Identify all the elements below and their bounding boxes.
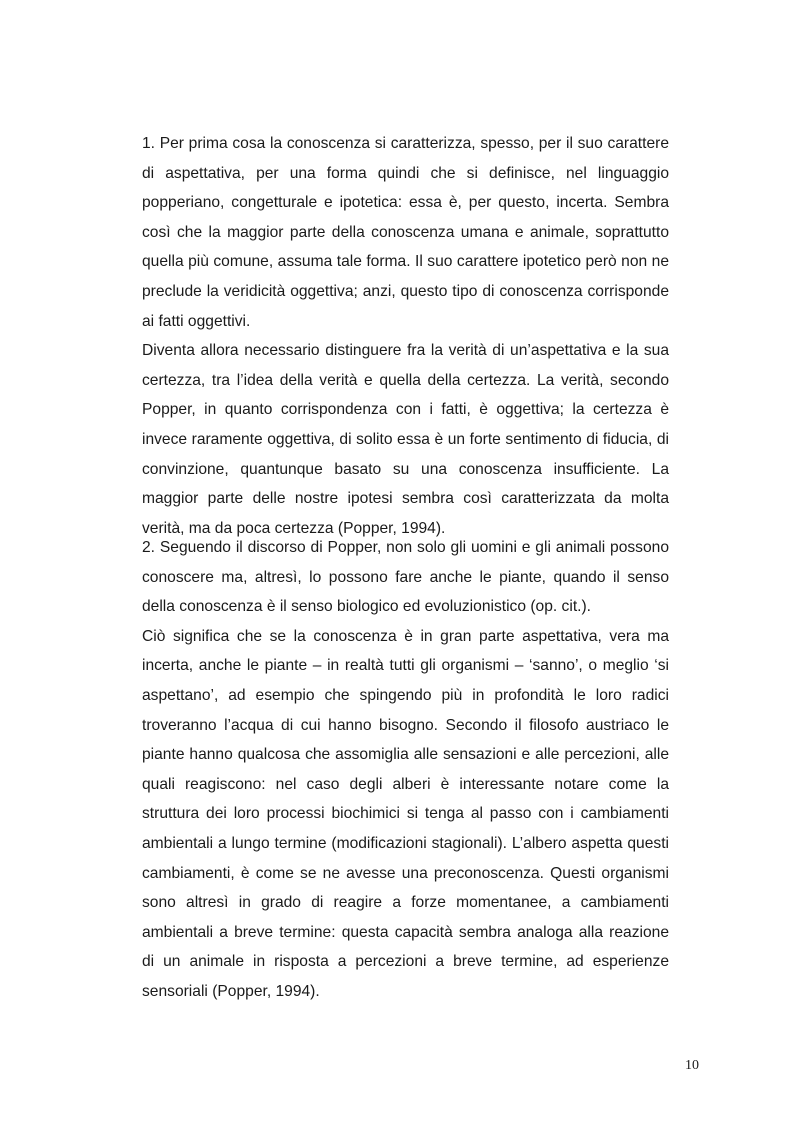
section-1-paragraph-2: Diventa allora necessario distinguere fra la verità di un’aspettativa e la sua certezza, tra l’idea della verità e quella della certezza. La verità, secondo Popper, in quanto corrispondenza con i fatti, è oggettiva; la certezza è invece raramente oggettiva, di solito essa è un forte sentimento di fiducia, di convinzione, quantunque basato su una conoscenza insufficiente. La maggior parte delle nostre ipotesi sembra così caratterizzata da molta verità, ma da poca certezza (Popper, 1994). [142,342,669,537]
page-number: 10 [685,1058,699,1073]
section-2 [142,533,669,1007]
section-1 [142,129,669,543]
section-2-paragraph-1: 2. Seguendo il discorso di Popper, non solo gli uomini e gli animali possono conoscere ma, altresì, lo possono fare anche le piante, quando il senso della conoscenza è il senso biologico ed evoluzionistico (op. cit.). [142,539,669,616]
section-2-paragraph-2: Ciò significa che se la conoscenza è in gran parte aspettativa, vera ma incerta, anche le piante – in realtà tutti gli organismi – ‘sanno’, o meglio ‘si aspettano’, ad esempio che spingendo più in profondità le loro radici troveranno l’acqua di cui hanno bisogno. Secondo il filosofo austriaco le piante hanno qualcosa che assomiglia alle sensazioni e alle percezioni, alle quali reagiscono: nel caso degli alberi è interessante notare come la struttura dei loro processi biochimici si tenga al passo con i cambiamenti ambientali a lungo termine (modificazioni stagionali). L’albero aspetta questi cambiamenti, è come se ne avesse una preconoscenza. Questi organismi sono altresì in grado di reagire a forze momentanee, a cambiamenti ambientali a breve termine: questa capacità sembra analoga alla reazione di un animale in risposta a percezioni a breve termine, ad esperienze sensoriali (Popper, 1994). [142,627,669,1000]
section-1-paragraph-1: 1. Per prima cosa la conoscenza si caratterizza, spesso, per il suo carattere di aspettativa, per una forma quindi che si definisce, nel linguaggio popperiano, congetturale e ipotetica: essa è, per questo, incerta. Sembra così che la maggior parte della conoscenza umana e animale, soprattutto quella più comune, assuma tale forma. Il suo carattere ipotetico però non ne preclude la veridicità oggettiva; anzi, questo tipo di conoscenza corrisponde ai fatti oggettivi. [142,135,669,330]
